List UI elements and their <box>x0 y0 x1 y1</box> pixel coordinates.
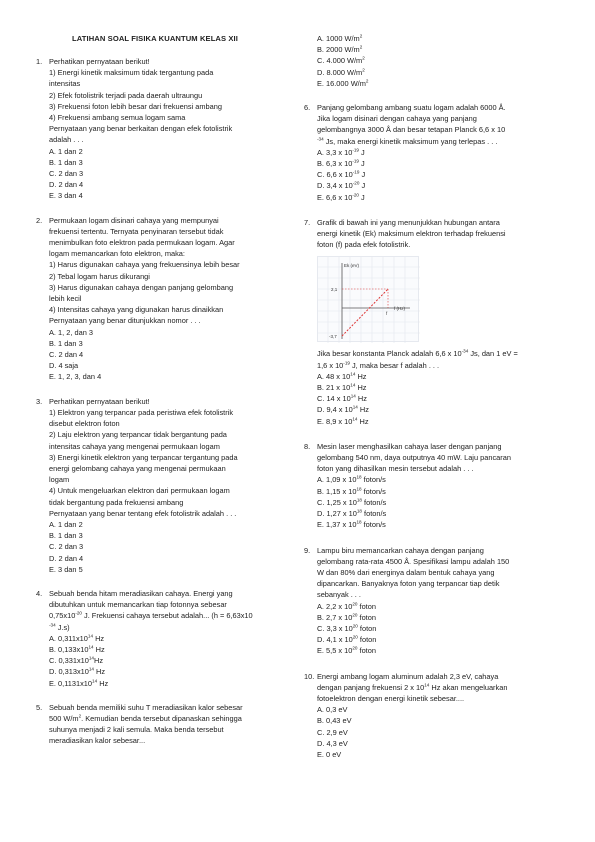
question-text: gelombang rata-rata 4500 Å. Spesifikasi lampu adalah 150 <box>317 556 510 566</box>
answer-option: B. 1,15 x $10^{18}$ foton/s <box>317 486 386 496</box>
question-text: logam memancarkan foto elektron, maka: <box>49 249 185 259</box>
answer-option: C. 2 dan 4 <box>49 350 84 360</box>
question-text: gelombangnya 3000 Å dan besar tetapan Planck 6,6 x 10 <box>317 125 506 135</box>
x-axis-label: f (Hz) <box>394 306 405 312</box>
question-text: meradiasikan kalor sebesar... <box>49 736 146 746</box>
question-text: adalah . . . <box>49 135 84 145</box>
answer-option: E. 6,6 x $10^{-20}$ J <box>317 192 365 202</box>
answer-option: C. 2 dan 3 <box>49 169 84 179</box>
question-text: logam <box>49 475 70 485</box>
question-text: 1) Energi kinetik maksimum tidak tergantung pada <box>49 68 214 78</box>
answer-option: B. $0,133x10^{14}$ Hz <box>49 644 105 654</box>
question-text: Permukaan logam disinari cahaya yang mempunyai <box>49 215 219 225</box>
left-column <box>36 56 286 747</box>
question-text: gelombang 540 nm, daya outputnya 40 mW. Laju pancaran <box>317 453 511 463</box>
question-text: 1) Elektron yang terpancar pada peristiwa efek fotolistrik <box>49 407 234 417</box>
question-text: 2) Tebal logam harus dikurangi <box>49 271 150 281</box>
answer-option: D. 8.000 $W/m^2$ <box>317 67 365 77</box>
question-text: 4) Untuk mengeluarkan elektron dari permukaan logam <box>49 486 230 496</box>
question-text: $0,75x10^{-20}$ J. Frekuensi cahaya tersebut adalah... (h = 6,63x10 <box>49 610 253 621</box>
question-text: Lampu biru memancarkan cahaya dengan panjang <box>317 545 484 555</box>
question-text: 3) Frekuensi foton lebih besar dari frekuensi ambang <box>49 101 222 111</box>
y-tick-top: 2,1 <box>331 287 338 293</box>
question-number: 8. <box>304 441 311 451</box>
question-9 <box>304 545 562 657</box>
answer-option: A. 1, 2, dan 3 <box>49 327 93 337</box>
question-text: 1) Harus digunakan cahaya yang frekuensinya lebih besar <box>49 260 240 270</box>
question-text: Sebuah benda hitam meradiasikan cahaya. Energi yang <box>49 588 233 598</box>
question-text: 4) Intensitas cahaya yang digunakan harus dinaikkan <box>49 305 224 315</box>
right-column <box>304 33 562 760</box>
question-number: 10. <box>304 671 315 681</box>
answer-option: D. 4 saja <box>49 361 79 371</box>
answer-option: A. $0,311x10^{14}$ Hz <box>49 633 105 643</box>
answer-option: E. 16.000 $W/m^2$ <box>317 78 369 88</box>
question-text: energi kinetik (Ek) maksimum elektron terhadap frekuensi <box>317 229 506 239</box>
answer-option: D. 2 dan 4 <box>49 553 84 563</box>
question-10 <box>304 671 562 761</box>
question-text: $^{-34}$ J.s) <box>49 622 70 632</box>
question-1 <box>36 56 286 202</box>
answer-option: B. 2,7 x $10^{20}$ foton <box>317 612 376 622</box>
question-text: 4) Frekuensi ambang semua logam sama <box>49 113 186 123</box>
question-text: disebut elektron foton <box>49 419 120 429</box>
question-text: frekuensi tertentu. Ternyata penyinaran tersebut tidak <box>49 226 224 236</box>
question-number: 5. <box>36 702 43 712</box>
question-2 <box>36 215 286 383</box>
answer-option: D. 4,3 eV <box>317 738 348 748</box>
question-text: Jika logam disinari dengan cahaya yang panjang <box>317 114 477 124</box>
ek-vs-frequency-graph <box>317 256 419 342</box>
question-text: Pernyataan yang benar ditunjukkan nomor . . . <box>49 316 201 326</box>
answer-option: A. 1 dan 2 <box>49 146 83 156</box>
question-text: Perhatikan pernyataan berikut! <box>49 57 150 66</box>
answer-option: C. 14 x $10^{14}$ Hz <box>317 393 367 404</box>
question-text: Jika besar konstanta Planck adalah 6,6 x $10^{-34}$ Js, dan 1 eV = <box>317 348 518 359</box>
answer-option: D. 9,4 x $10^{14}$ Hz <box>317 405 369 415</box>
answer-option: B. 1 dan 3 <box>49 157 83 167</box>
answer-option: D. 1,27 x $10^{18}$ foton/s <box>317 508 387 519</box>
question-text: dibutuhkan untuk memancarkan tiap fotonnya sebesar <box>49 600 227 610</box>
answer-option: C. 2,9 eV <box>317 727 348 737</box>
question-text: foton yang dihasilkan mesin tersebut adalah . . . <box>317 464 474 474</box>
question-text: Perhatikan pernyataan berikut! <box>49 396 150 406</box>
page-title: LATIHAN SOAL FISIKA KUANTUM KELAS XII <box>72 34 238 43</box>
answer-option: E. 0 eV <box>317 749 342 759</box>
question-text: energi gelombang cahaya yang mengenai permukaan <box>49 463 226 473</box>
question-text: sebanyak . . . <box>317 590 361 600</box>
answer-option: B. 2000 $W/m^2$ <box>317 44 363 55</box>
answer-option: C. 2 dan 3 <box>49 542 84 552</box>
answer-option: A. 48 x $10^{14}$ Hz <box>317 371 367 381</box>
answer-option: B. 6,3 x $10^{-19}$ J <box>317 158 365 169</box>
answer-option: A. 2,2 x $10^{20}$ foton <box>317 601 376 611</box>
answer-option: C. $0,331x10^{14}Hz$ <box>49 655 104 666</box>
question-number: 6. <box>304 103 311 113</box>
question-text: W dan 80% dari energinya dalam bentuk cahaya yang <box>317 567 495 577</box>
x-tick-f: f <box>386 311 388 317</box>
answer-option: B. 1 dan 3 <box>49 338 83 348</box>
question-text: tidak bergantung pada frekuensi ambang <box>49 497 184 507</box>
answer-option: A. 3,3 x $10^{-19}$ J <box>317 147 365 157</box>
answer-option: E. 1,37 x $10^{18}$ foton/s <box>317 519 386 530</box>
question-text: 2) Laju elektron yang terpancar tidak bergantung pada <box>49 430 227 440</box>
question-text: Mesin laser menghasilkan cahaya laser dengan panjang <box>317 441 502 451</box>
answer-option: A. 1 dan 2 <box>49 519 83 529</box>
y-tick-bottom: -3,7 <box>329 334 337 340</box>
question-text: fotoelektron dengan energi kinetik sebesar.... <box>317 693 465 703</box>
question-text: 500 $W/m^2$. Kemudian benda tersebut dipanaskan sehingga <box>49 713 242 723</box>
question-number: 3. <box>36 396 43 406</box>
question-5 <box>36 702 286 747</box>
question-number: 7. <box>304 217 311 227</box>
answer-option: B. 21 x $10^{14}$ Hz <box>317 382 367 393</box>
question-7 <box>304 217 562 427</box>
answer-option: E. $0,1131x10^{14}$ Hz <box>49 678 109 688</box>
question-text: foton (f) pada efek fotolistrik. <box>317 240 411 250</box>
answer-option: E. 8,9 x $10^{14}$ Hz <box>317 416 369 426</box>
question-8 <box>304 441 562 531</box>
question-text: menimbulkan foto elektron pada permukaan logam. Agar <box>49 238 235 248</box>
question-text: 1,6 x $10^{-19}$ J, maka besar f adalah . . . <box>317 360 440 370</box>
question-3 <box>36 396 286 575</box>
answer-option: D. 3,4 x $10^{-20}$ J <box>317 180 366 191</box>
question-number: 1. <box>36 57 43 66</box>
answer-option: C. 1,25 x $10^{18}$ foton/s <box>317 497 387 507</box>
question-text: Pernyataan yang benar tentang efek fotolistrik adalah . . . <box>49 508 237 518</box>
question-text: Sebuah benda memiliki suhu T meradiasikan kalor sebesar <box>49 702 243 712</box>
question-number: 4. <box>36 588 43 598</box>
answer-option: E. 3 dan 4 <box>49 191 83 201</box>
answer-option: A. 0,3 eV <box>317 705 348 715</box>
answer-option: C. 3,3 x $10^{20}$ foton <box>317 623 377 633</box>
answer-option: E. 5,5 x $10^{20}$ foton <box>317 645 376 656</box>
graph-svg <box>318 257 420 343</box>
question-5-options <box>304 33 562 89</box>
answer-option: E. 1, 2, 3, dan 4 <box>49 372 102 382</box>
question-text: 3) Harus digunakan cahaya dengan panjang gelombang <box>49 282 234 292</box>
question-text: suhunya menjadi 2 kali semula. Maka benda tersebut <box>49 725 224 735</box>
answer-option: D. 4,1 x $10^{20}$ foton <box>317 634 377 645</box>
question-text: intensitas cahaya yang mengenai permukaan logam <box>49 441 220 451</box>
ek-line <box>342 289 388 336</box>
question-text: Pernyataan yang benar berkaitan dengan efek fotolistrik <box>49 124 233 134</box>
answer-option: B. 0,43 eV <box>317 716 352 726</box>
question-text: intensitas <box>49 79 81 89</box>
question-text: Panjang gelombang ambang suatu logam adalah 6000 Å. <box>317 103 506 113</box>
question-text: Energi ambang logam aluminum adalah 2,3 eV, cahaya <box>317 671 499 681</box>
question-number: 9. <box>304 545 311 555</box>
question-text: dengan panjang frekuensi 2 x $10^{14}$ Hz akan mengeluarkan <box>317 682 508 692</box>
answer-option: A. 1,09 x $10^{18}$ foton/s <box>317 475 386 485</box>
question-text: 3) Energi kinetik elektron yang terpancar tergantung pada <box>49 452 238 462</box>
question-text: lebih kecil <box>49 294 82 304</box>
answer-option: C. 6,6 x $10^{-19}$ J <box>317 169 366 180</box>
answer-option: D. 2 dan 4 <box>49 180 84 190</box>
question-text: dipancarkan. Banyaknya foton yang terpancar tiap detik <box>317 579 500 589</box>
y-axis-label: Ek (eV) <box>344 263 360 269</box>
graph-grid <box>318 257 420 343</box>
answer-option: D. $0,313x10^{14}$ Hz <box>49 666 106 677</box>
question-4 <box>36 588 286 689</box>
question-text: $^{-34}$ Js, maka energi kinetik maksimum yang terlepas . . . <box>317 136 498 146</box>
question-number: 2. <box>36 215 43 225</box>
answer-option: B. 1 dan 3 <box>49 531 83 541</box>
question-text: 2) Efek fotolistrik terjadi pada daerah ultraungu <box>49 90 203 100</box>
question-6 <box>304 102 562 203</box>
question-text: Grafik di bawah ini yang menunjukkan hubungan antara <box>317 217 500 227</box>
answer-option: A. 1000 $W/m^2$ <box>317 33 363 43</box>
answer-option: E. 3 dan 5 <box>49 564 83 574</box>
answer-option: C. 4.000 $W/m^2$ <box>317 55 365 66</box>
